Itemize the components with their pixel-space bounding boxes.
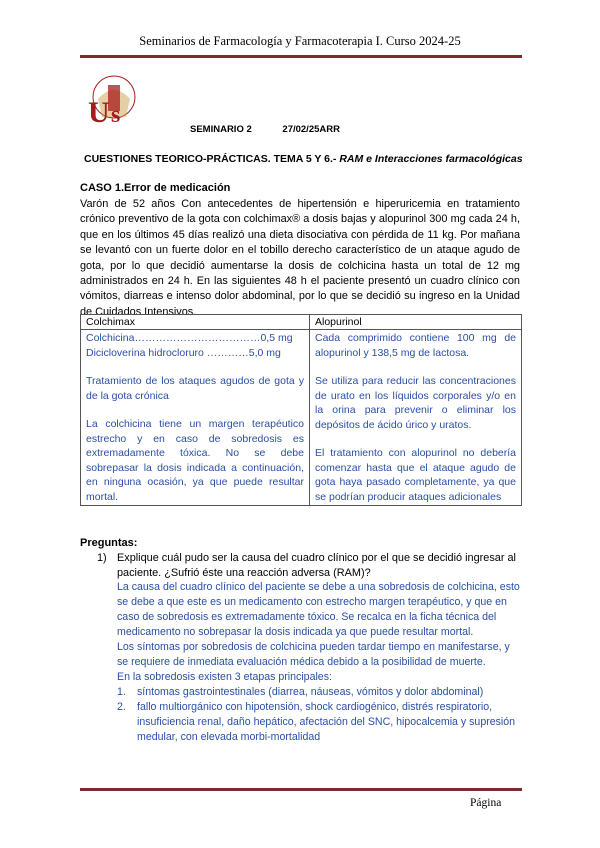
table-header: Colchimax bbox=[81, 315, 310, 330]
cell-paragraph: El tratamiento con alopurinol no debería comenzar hasta que el ataque agudo de gota haya pasado completamente, ya que se podrían producir ataques adicionales bbox=[315, 447, 516, 503]
cell-line: Colchicina………………………………0,5 mg bbox=[86, 332, 293, 344]
cell-paragraph: Tratamiento de los ataques agudos de gota y de la gota crónica bbox=[86, 375, 304, 402]
cell-paragraph: Cada comprimido contiene 100 mg de alopurinol y 138,5 mg de lactosa. bbox=[315, 332, 516, 359]
case-description: Varón de 52 años Con antecedentes de hipertensión e hiperuricemia en tratamiento crónico preventivo de la gota con colchimax® a dosis bajas y alopurinol 300 mg cada 24 h, que en los últimos 45 días realizó una dieta disociativa con pérdida de 11 kg. Por mañana se levantó con un fuerte dolor en el tobillo derecho característico de un ataque agudo de gota, por lo que decidió aumentarse la dosis de colchicina hasta un total de 12 mg administrados en 24 h. En las siguientes 48 h el paciente presentó un cuadro clínico con vómitos, diarreas e intenso dolor abdominal, por lo que se decidió su ingreso en la Unidad de Cuidados Intensivos. bbox=[80, 198, 520, 318]
answer-paragraph: La causa del cuadro clínico del paciente se debe a una sobredosis de colchicina, esto se debe a que este es un medicamento con estrecho margen terapéutico, y que en caso de sobredosis es extremadamente tóxico. Se recalca en la ficha técnica del medicamento no sobrepasar la dosis indicada ya que puede resultar mortal. bbox=[117, 581, 520, 638]
table-row bbox=[81, 330, 522, 506]
stages-list bbox=[117, 685, 522, 745]
list-text: fallo multiorgánico con hipotensión, shock cardiogénico, distrés respiratorio, insuficiencia renal, daño hepático, afectación del SNC, hipocalcemia y supresión medular, con elevada morbi-mortalidad bbox=[137, 701, 516, 743]
answer-paragraph: En la sobredosis existen 3 etapas principales: bbox=[117, 671, 332, 683]
page-header-title: Seminarios de Farmacología y Farmacoterapia I. Curso 2024-25 bbox=[139, 34, 461, 48]
question-text: Explique cuál pudo ser la causa del cuadro clínico por el que se decidió ingresar al paciente. ¿Sufrió éste una reacción adversa (RAM)? bbox=[117, 552, 516, 579]
header-rule bbox=[80, 55, 522, 58]
cell-paragraph: La colchicina tiene un margen terapéutico estrecho y en caso de sobredosis es extremadamente tóxica. No se debe sobrepasar la dosis indicada a continuación, en ninguna ocasión, ya que puede resultar mortal. bbox=[86, 418, 304, 503]
cell-line: Dicicloverina hidrocloruro …………5,0 mg bbox=[86, 346, 281, 359]
answer-1 bbox=[117, 580, 522, 745]
university-logo bbox=[84, 73, 162, 125]
svg-text:s: s bbox=[111, 102, 121, 125]
table-header: Alopurinol bbox=[310, 315, 522, 330]
subtitle-italic: RAM e Interacciones farmacológicas bbox=[339, 153, 523, 165]
table-header-row bbox=[81, 315, 522, 330]
seminar-number: SEMINARIO 2 bbox=[190, 124, 252, 135]
questions-title: Preguntas: bbox=[80, 537, 138, 549]
list-number: 1. bbox=[117, 686, 126, 698]
seminar-meta bbox=[190, 124, 368, 135]
list-text: síntomas gastrointestinales (diarrea, náuseas, vómitos y dolor abdominal) bbox=[137, 686, 484, 698]
section-subtitle bbox=[84, 153, 523, 165]
list-item bbox=[117, 685, 522, 700]
drug-comparison-table bbox=[80, 314, 522, 506]
svg-text:U: U bbox=[88, 96, 110, 125]
question-1 bbox=[97, 551, 522, 581]
list-item bbox=[117, 700, 522, 745]
answer-paragraph: Los síntomas por sobredosis de colchicina pueden tardar tiempo en manifestarse, y se requiere de inmediata evaluación médica debido a la posibilidad de muerte. bbox=[117, 641, 510, 668]
seal-icon bbox=[88, 76, 135, 125]
question-number: 1) bbox=[97, 552, 107, 564]
table-cell-alopurinol bbox=[310, 330, 522, 506]
page-label: Página bbox=[470, 797, 502, 809]
cell-paragraph: Se utiliza para reducir las concentraciones de urato en los líquidos corporales y/o en la orina para prevenir o eliminar los depósitos de ácido úrico y uratos. bbox=[315, 375, 516, 431]
seminar-date: 27/02/25ARR bbox=[282, 124, 340, 135]
list-number: 2. bbox=[117, 701, 126, 713]
subtitle-main: CUESTIONES TEORICO-PRÁCTICAS. TEMA 5 Y 6.- bbox=[84, 153, 340, 165]
table-cell-colchimax bbox=[81, 330, 310, 506]
case-title: CASO 1.Error de medicación bbox=[80, 182, 231, 194]
footer-rule bbox=[80, 788, 522, 791]
